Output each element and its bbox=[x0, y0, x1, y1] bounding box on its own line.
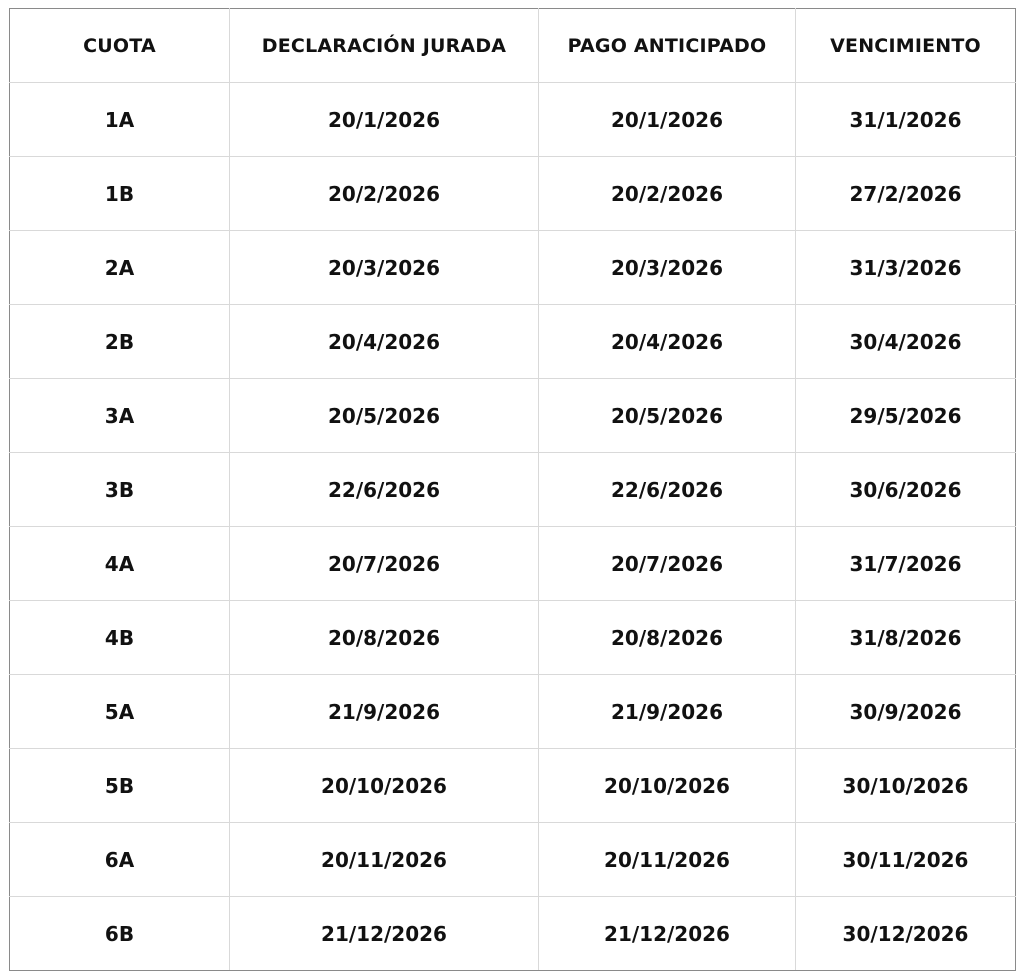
pago-anticipado-cell: 21/9/2026 bbox=[539, 675, 796, 749]
vencimiento-cell: 30/11/2026 bbox=[796, 823, 1016, 897]
cuota-cell: 2B bbox=[10, 305, 230, 379]
vencimiento-cell: 31/1/2026 bbox=[796, 83, 1016, 157]
header-cuota: CUOTA bbox=[10, 9, 230, 83]
cuota-cell: 1B bbox=[10, 157, 230, 231]
declaracion-jurada-cell: 20/11/2026 bbox=[230, 823, 539, 897]
cuota-cell: 5A bbox=[10, 675, 230, 749]
pago-anticipado-cell: 20/11/2026 bbox=[539, 823, 796, 897]
header-row bbox=[10, 9, 1016, 83]
vencimiento-cell: 30/12/2026 bbox=[796, 897, 1016, 971]
table-row bbox=[10, 453, 1016, 527]
cuota-cell: 2A bbox=[10, 231, 230, 305]
header-vencimiento: VENCIMIENTO bbox=[796, 9, 1016, 83]
declaracion-jurada-cell: 20/8/2026 bbox=[230, 601, 539, 675]
table-row bbox=[10, 897, 1016, 971]
declaracion-jurada-cell: 20/5/2026 bbox=[230, 379, 539, 453]
cuota-cell: 6B bbox=[10, 897, 230, 971]
table-body bbox=[10, 83, 1016, 971]
vencimiento-cell: 31/7/2026 bbox=[796, 527, 1016, 601]
cuota-cell: 4A bbox=[10, 527, 230, 601]
declaracion-jurada-cell: 22/6/2026 bbox=[230, 453, 539, 527]
vencimiento-cell: 31/3/2026 bbox=[796, 231, 1016, 305]
pago-anticipado-cell: 20/1/2026 bbox=[539, 83, 796, 157]
table-row bbox=[10, 601, 1016, 675]
cuota-cell: 3A bbox=[10, 379, 230, 453]
declaracion-jurada-cell: 20/3/2026 bbox=[230, 231, 539, 305]
cuota-cell: 1A bbox=[10, 83, 230, 157]
cuota-cell: 5B bbox=[10, 749, 230, 823]
vencimiento-cell: 31/8/2026 bbox=[796, 601, 1016, 675]
pago-anticipado-cell: 20/8/2026 bbox=[539, 601, 796, 675]
declaracion-jurada-cell: 21/9/2026 bbox=[230, 675, 539, 749]
table-row bbox=[10, 823, 1016, 897]
table-row bbox=[10, 675, 1016, 749]
vencimiento-cell: 30/9/2026 bbox=[796, 675, 1016, 749]
pago-anticipado-cell: 20/5/2026 bbox=[539, 379, 796, 453]
header-declaracion-jurada: DECLARACIÓN JURADA bbox=[230, 9, 539, 83]
table-row bbox=[10, 527, 1016, 601]
header-pago-anticipado: PAGO ANTICIPADO bbox=[539, 9, 796, 83]
table-row bbox=[10, 379, 1016, 453]
vencimiento-cell: 30/4/2026 bbox=[796, 305, 1016, 379]
cuota-cell: 3B bbox=[10, 453, 230, 527]
table-row bbox=[10, 305, 1016, 379]
vencimiento-cell: 29/5/2026 bbox=[796, 379, 1016, 453]
vencimiento-cell: 30/10/2026 bbox=[796, 749, 1016, 823]
table-row bbox=[10, 231, 1016, 305]
pago-anticipado-cell: 21/12/2026 bbox=[539, 897, 796, 971]
declaracion-jurada-cell: 20/7/2026 bbox=[230, 527, 539, 601]
table-row bbox=[10, 749, 1016, 823]
pago-anticipado-cell: 20/7/2026 bbox=[539, 527, 796, 601]
pago-anticipado-cell: 20/2/2026 bbox=[539, 157, 796, 231]
declaracion-jurada-cell: 20/4/2026 bbox=[230, 305, 539, 379]
vencimiento-cell: 30/6/2026 bbox=[796, 453, 1016, 527]
pago-anticipado-cell: 20/10/2026 bbox=[539, 749, 796, 823]
pago-anticipado-cell: 22/6/2026 bbox=[539, 453, 796, 527]
cuota-cell: 4B bbox=[10, 601, 230, 675]
declaracion-jurada-cell: 20/2/2026 bbox=[230, 157, 539, 231]
declaracion-jurada-cell: 20/10/2026 bbox=[230, 749, 539, 823]
vencimiento-cell: 27/2/2026 bbox=[796, 157, 1016, 231]
pago-anticipado-cell: 20/4/2026 bbox=[539, 305, 796, 379]
payment-schedule-table bbox=[9, 8, 1016, 971]
pago-anticipado-cell: 20/3/2026 bbox=[539, 231, 796, 305]
table-row bbox=[10, 83, 1016, 157]
declaracion-jurada-cell: 20/1/2026 bbox=[230, 83, 539, 157]
declaracion-jurada-cell: 21/12/2026 bbox=[230, 897, 539, 971]
cuota-cell: 6A bbox=[10, 823, 230, 897]
table-row bbox=[10, 157, 1016, 231]
table-header bbox=[10, 9, 1016, 83]
